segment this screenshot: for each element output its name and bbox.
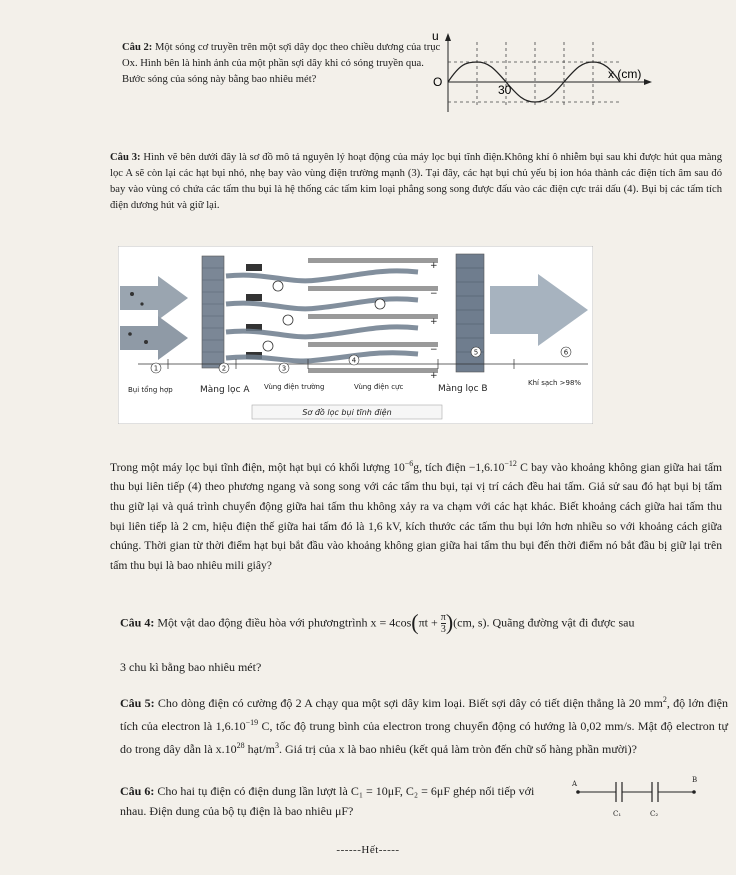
label-membrane-b: Màng lọc B [438,384,488,394]
label-mixed-dust: Bụi tổng hợp [128,386,173,394]
tick-label-30: 30 [498,83,512,97]
c2-label: C₂ [650,810,659,818]
capacitor-circuit [568,772,708,824]
node-b-label: B [692,776,698,784]
label-clean-air: Khí sạch >98% [528,379,582,387]
node-a-label: A [572,780,578,788]
question-2: Câu 2: Một sóng cơ truyền trên một sợi dây dọc theo chiều dương của trục Ox. Hình bên là hình ảnh của một phần sợi dây khi có sóng truyền qua. Bước sóng của sóng này bằng bao nhiêu mét? [122,42,441,85]
dust-filter-diagram [118,246,593,424]
stage-number-1: 1 [153,364,159,373]
wave-graph [430,28,660,114]
plate-sign-plus-1: + [430,261,438,271]
question-5: Câu 5: Cho dòng điện có cường độ 2 A chạy qua một sợi dây kim loại. Biết sợi dây có tiết diện thẳng là 20 $mm^2$, độ lớn điện tích của electron là $1,6.10^{-19}$ C, tốc độ trung bình của electron trong chuyển động có hướng là 0,02 mm/s. Mật độ electron tự do trong dây dẫn là $x.10^{28}$ hạt/$m^3$. Giá trị của x là bao nhiêu (kết quả làm tròn đến chữ số hàng phần mười)? [120,695,728,756]
stage-number-3: 3 [281,364,287,373]
label-membrane-a: Màng lọc A [200,385,250,395]
stage-number-6: 6 [563,348,569,357]
c1-label: C₁ [613,810,622,818]
question-3: Câu 3: Hình vẽ bên dưới đây là sơ đồ mô tả nguyên lý hoạt động của máy lọc bụi tĩnh điện.Không khí ô nhiễm bụi sau khi được hút qua màng lọc A sẽ còn lại các hạt bụi nhỏ, nhẹ bay vào vùng điện trường mạnh (3). Tại đây, các hạt bụi chủ yếu bị ion hóa thành các điện tích âm sau đó bay vào vùng có chứa các tấm thu bụi là hệ thống các tấm kim loại phẳng song song được đấu vào các điện cực trái dấu (4). Bụi bị các tấm tích điện dương hút và giữ lại. [110,152,722,211]
label-field-zone: Vùng điện trường [264,383,325,391]
stage-number-4: 4 [351,356,357,365]
stage-number-2: 2 [221,364,227,373]
question-3-continued: Trong một máy lọc bụi tĩnh điện, một hạt bụi có khối lượng $10^{-6}g$, tích điện $-1,6.10^{-12}$ C bay vào khoảng không gian giữa hai tấm thu bụi liên tiếp (4) theo phương ngang và song song với các tấm thu bụi, tại vị trí cách đều hai tấm. Giả sử sau đó hạt bụi bị tấm thu giữ lại và quá trình chuyển động giữa hai tấm thu không xảy ra va chạm với các hạt khác. Biết khoảng cách giữa hai tấm thu bụi liên tiếp là 2 cm, hiệu điện thế giữa hai tấm đó là 1,6 kV, kích thước các tấm thu bụi lớn hơn nhiều so với khoảng cách giữa chúng. Thời gian từ thời điểm hạt bụi bắt đầu vào khoảng không gian giữa hai tấm thu bụi đến thời điểm nó bắt đầu bị giữ lại trên tấm thu bụi là bao nhiêu mili giây? [110,459,722,572]
u-axis-label: u [432,29,439,43]
plate-sign-plus-3: + [430,371,438,381]
plate-sign-plus-2: + [430,317,438,327]
question-6: Câu 6: Cho hai tụ điện có điện dung lần lượt là C₁ = 10μF, C₂ = 6μF ghép nối tiếp với nhau. Điện dung của bộ tụ điện là bao nhiêu μF? [120,784,535,818]
stage-number-5: 5 [473,348,479,357]
question-4-line-2: 3 chu kì bằng bao nhiêu mét? [120,660,262,674]
plate-sign-minus-2: − [430,345,438,355]
end-marker: ------Hết----- [336,844,400,856]
question-4: Câu 4: Một vật dao động điều hòa với phươngtrình x = 4cos(πt + $\frac{\pi}{3}$ )(cm, s). Quãng đường vật đi được sau [120,609,635,635]
origin-label: O [433,75,443,89]
filter-membrane-a [202,256,224,368]
diagram-caption: Sơ đồ lọc bụi tĩnh điện [302,408,392,417]
label-electrode-zone: Vùng điện cực [354,383,404,391]
x-axis-label: x (cm) [608,67,642,81]
plate-sign-minus-1: − [430,289,438,299]
